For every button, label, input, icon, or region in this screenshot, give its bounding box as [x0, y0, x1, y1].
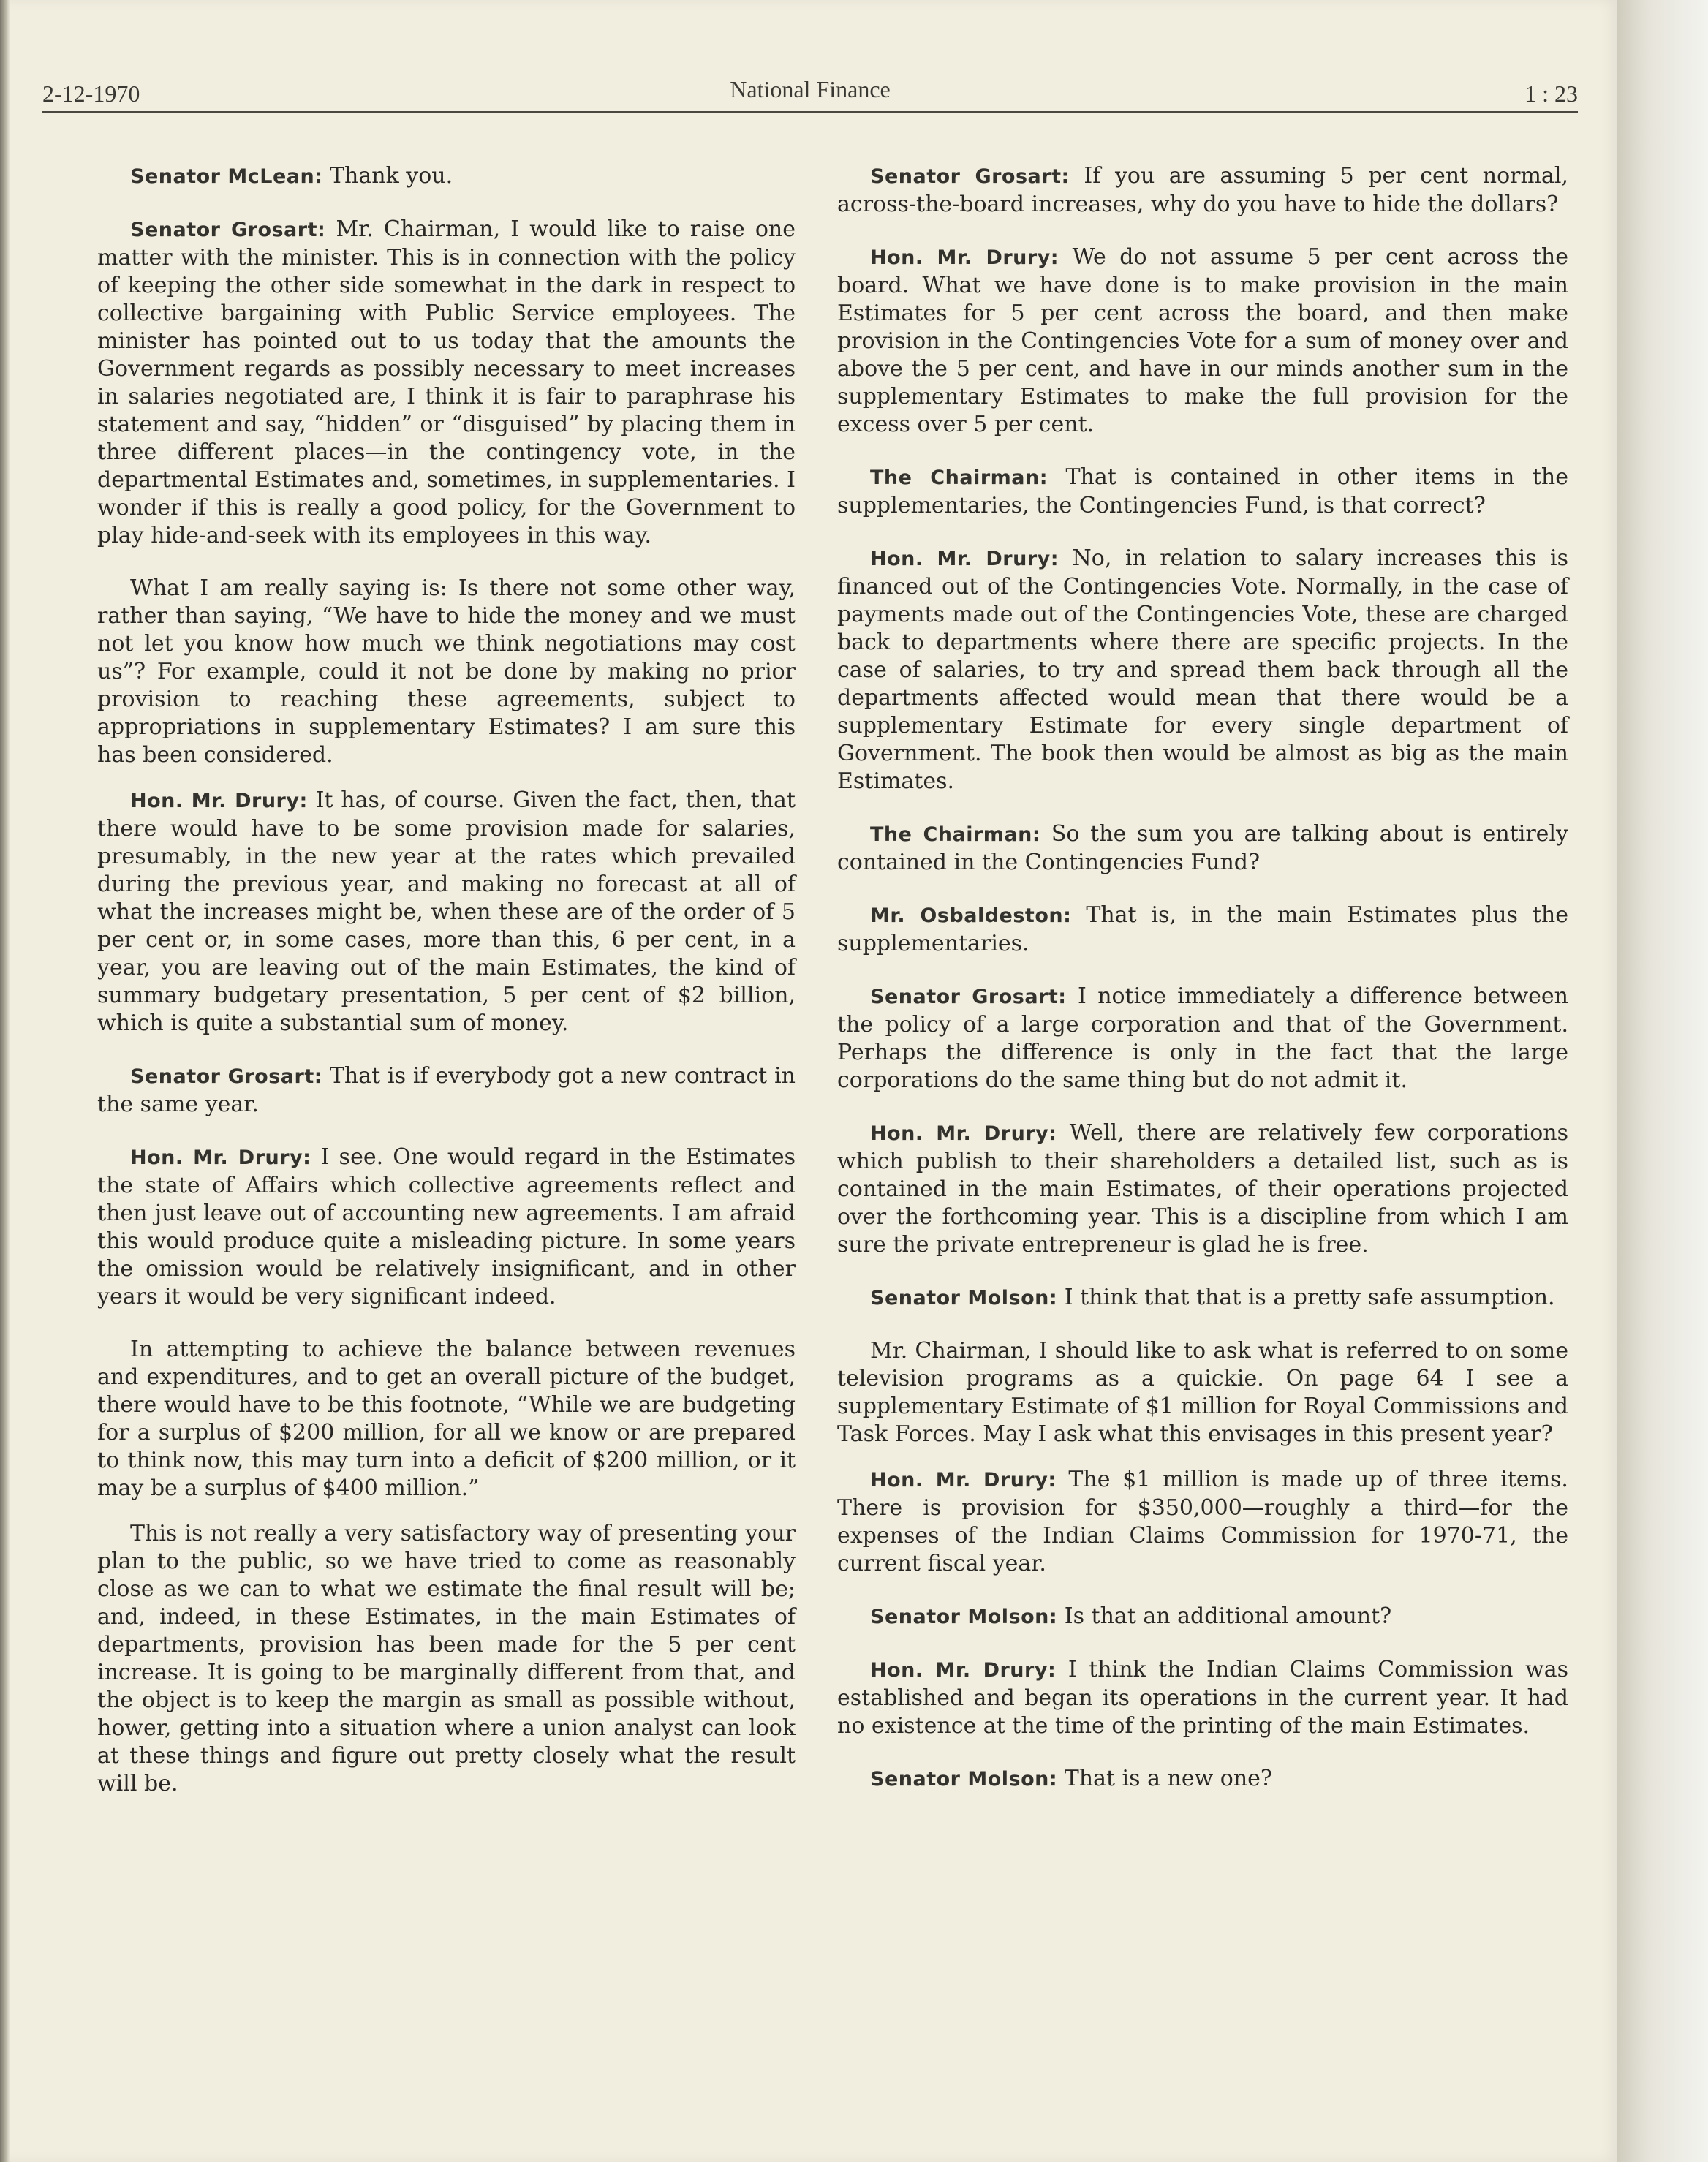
paragraph-text: Is that an additional amount? [1064, 1603, 1392, 1629]
speaker-name: The Chairman: [870, 823, 1041, 846]
paragraph-text: That is a new one? [1064, 1766, 1273, 1791]
paragraph-text: This is not really a very satisfactory way of presenting your plan to the public, so we have tried to come as reasonably close as we can to what we estimate the final result will be; and, indeed, in these Estimates, in the main Estimates of departments, provision has been made for the 5 per cent increase. It is going to be marginally different from that, and the object is to keep the margin as small as possible without, hower, getting into a situation where a union analyst can look at these things and figure out pretty closely what the result will be. [97, 1521, 796, 1796]
speech-paragraph [837, 902, 1568, 958]
paragraph-text: I think the Indian Claims Commission was established and began its operations in the current year. It had no existence at the time of the printing of the main Estimates. [837, 1657, 1568, 1739]
paragraph-text: The $1 million is made up of three items. There is provision for $350,000—roughly a third—for the expenses of the Indian Claims Commission for 1970-71, the current fiscal year. [837, 1467, 1568, 1576]
paragraph-text: That is, in the main Estimates plus the supplementaries. [837, 902, 1568, 956]
speech-paragraph [97, 1062, 796, 1119]
paragraph-text: It has, of course. Given the fact, then, that there would have to be some provision made for salaries, presumably, in the new year at the rates which prevailed during the previous year, and making no forecast at all of what the increases might be, when these are of the order of 5 per cent or, in some cases, more than this, 6 per cent, in a year, you are leaving out of the main Estimates, the kind of summary budgetary presentation, 5 per cent of $2 billion, which is quite a substantial sum of money. [97, 787, 796, 1036]
paragraph-text: What I am really saying is: Is there not some other way, rather than saying, “We have to hide the money and we must not let you know how much we think negotiations may cost us”? For example, could it not be done by making no prior provision to reaching these agreements, subject to appropriations in supplementary Estimates? I am sure this has been considered. [97, 575, 796, 768]
header-title: National Finance [730, 76, 891, 102]
speaker-name: Hon. Mr. Drury: [870, 1469, 1057, 1492]
speech-paragraph [97, 216, 796, 550]
speech-paragraph [837, 243, 1568, 439]
speech-paragraph [837, 1466, 1568, 1578]
paragraph-text: That is contained in other items in the supplementaries, the Contingencies Fund, is that correct? [837, 464, 1568, 518]
speech-paragraph [97, 1144, 796, 1311]
paragraph-text: If you are assuming 5 per cent normal, across-the-board increases, why do you have to hide the dollars? [837, 163, 1568, 217]
speaker-name: Senator Molson: [870, 1287, 1058, 1309]
speaker-name: Mr. Osbaldeston: [870, 904, 1072, 927]
paragraph-text: I notice immediately a difference between the policy of a large corporation and that of the Government. Perhaps the difference is only in the fact that the large corporations do the same thing but do not admit it. [837, 983, 1568, 1093]
speech-paragraph [837, 1119, 1568, 1259]
speech-paragraph [837, 1765, 1568, 1794]
speech-paragraph [837, 1603, 1568, 1631]
speaker-name: Senator Molson: [870, 1768, 1058, 1791]
continuation-paragraph [97, 1520, 796, 1798]
speech-paragraph [97, 787, 796, 1037]
left-column [97, 162, 796, 1815]
paragraph-text: Mr. Chairman, I should like to ask what is referred to on some television programs as a quickie. On page 64 I see a supplementary Estimate of $1 million for Royal Commissions and Task Forces. May I ask what this envisages in this present year? [837, 1338, 1568, 1447]
paragraph-text: That is if everybody got a new contract in the same year. [97, 1063, 796, 1117]
continuation-paragraph [97, 1336, 796, 1503]
speech-paragraph [837, 464, 1568, 520]
paragraph-text: We do not assume 5 per cent across the board. What we have done is to make provision in the main Estimates for 5 per cent across the board, and then make provision in the Contingencies Vote for a sum of money over and above the 5 per cent, and have in our minds another sum in the supplementary Estimates to make the full provision for the excess over 5 per cent. [837, 244, 1568, 437]
speaker-name: Senator Molson: [870, 1606, 1058, 1628]
speaker-name: Senator Grosart: [870, 165, 1070, 188]
page-edge [1617, 0, 1708, 2162]
speaker-name: Hon. Mr. Drury: [870, 1659, 1057, 1682]
paragraph-text: I think that that is a pretty safe assumption. [1064, 1285, 1555, 1310]
speaker-name: The Chairman: [870, 466, 1048, 489]
paragraph-text: Mr. Chairman, I would like to raise one matter with the minister. This is in connection with the policy of keeping the other side somewhat in the dark in respect to collective bargaining with Public Service employees. The minister has pointed out to us today that the amounts the Government regards as possibly necessary to meet increases in salaries negotiated are, I think it is fair to paraphrase his statement and say, “hidden” or “disguised” by placing them in three different places—in the contingency vote, in the departmental Estimates and, sometimes, in supplementaries. I wonder if this is really a good policy, for the Government to play hide-and-seek with its employees in this way. [97, 216, 796, 548]
paragraph-text: I see. One would regard in the Estimates the state of Affairs which collective agreements reflect and then just leave out of accounting new agreements. I am afraid this would produce quite a misleading picture. In some years the omission would be relatively insignificant, and in other years it would be very significant indeed. [97, 1144, 796, 1309]
speaker-name: Senator McLean: [130, 165, 323, 188]
speaker-name: Hon. Mr. Drury: [130, 1146, 311, 1169]
speech-paragraph [837, 983, 1568, 1095]
page-header [42, 76, 1578, 116]
speech-paragraph [837, 1284, 1568, 1312]
speech-paragraph [837, 820, 1568, 877]
speech-paragraph [837, 1656, 1568, 1740]
paragraph-text: Thank you. [330, 163, 453, 189]
speaker-name: Hon. Mr. Drury: [130, 790, 308, 812]
header-date: 2-12-1970 [42, 80, 140, 107]
right-column [837, 162, 1568, 1818]
continuation-paragraph [97, 575, 796, 769]
speech-paragraph [97, 162, 796, 191]
header-page-number: 1 : 23 [1524, 80, 1578, 107]
speech-paragraph [837, 162, 1568, 219]
header-rule [42, 111, 1578, 113]
binding-edge [0, 0, 10, 2162]
speaker-name: Hon. Mr. Drury: [870, 1122, 1057, 1145]
speaker-name: Senator Grosart: [130, 219, 326, 241]
continuation-paragraph [837, 1337, 1568, 1448]
paragraph-text: In attempting to achieve the balance between revenues and expenditures, and to get an overall picture of the budget, there would have to be this footnote, “While we are budgeting for a surplus of $200 million, for all we know or are prepared to think now, this may turn into a deficit of $200 million, or it may be a surplus of $400 million.” [97, 1337, 796, 1501]
paragraph-text: So the sum you are talking about is entirely contained in the Contingencies Fund? [837, 821, 1568, 875]
paragraph-text: No, in relation to salary increases this is financed out of the Contingencies Vote. Normally, in the case of payments made out of the Contingencies Vote, these are charged back to departments where there are specific projects. In the case of salaries, to try and spread them back through all the departments affected would mean that there would be a supplementary Estimate for every single department of Government. The book then would be almost as big as the main Estimates. [837, 545, 1568, 794]
speaker-name: Senator Grosart: [870, 986, 1067, 1008]
speaker-name: Hon. Mr. Drury: [870, 246, 1059, 269]
speaker-name: Senator Grosart: [130, 1065, 323, 1088]
paragraph-text: Well, there are relatively few corporations which publish to their shareholders a detailed list, such as is contained in the main Estimates, of their operations projected over the forthcoming year. This is a discipline from which I am sure the private entrepreneur is glad he is free. [837, 1120, 1568, 1258]
speech-paragraph [837, 545, 1568, 795]
speaker-name: Hon. Mr. Drury: [870, 548, 1059, 570]
